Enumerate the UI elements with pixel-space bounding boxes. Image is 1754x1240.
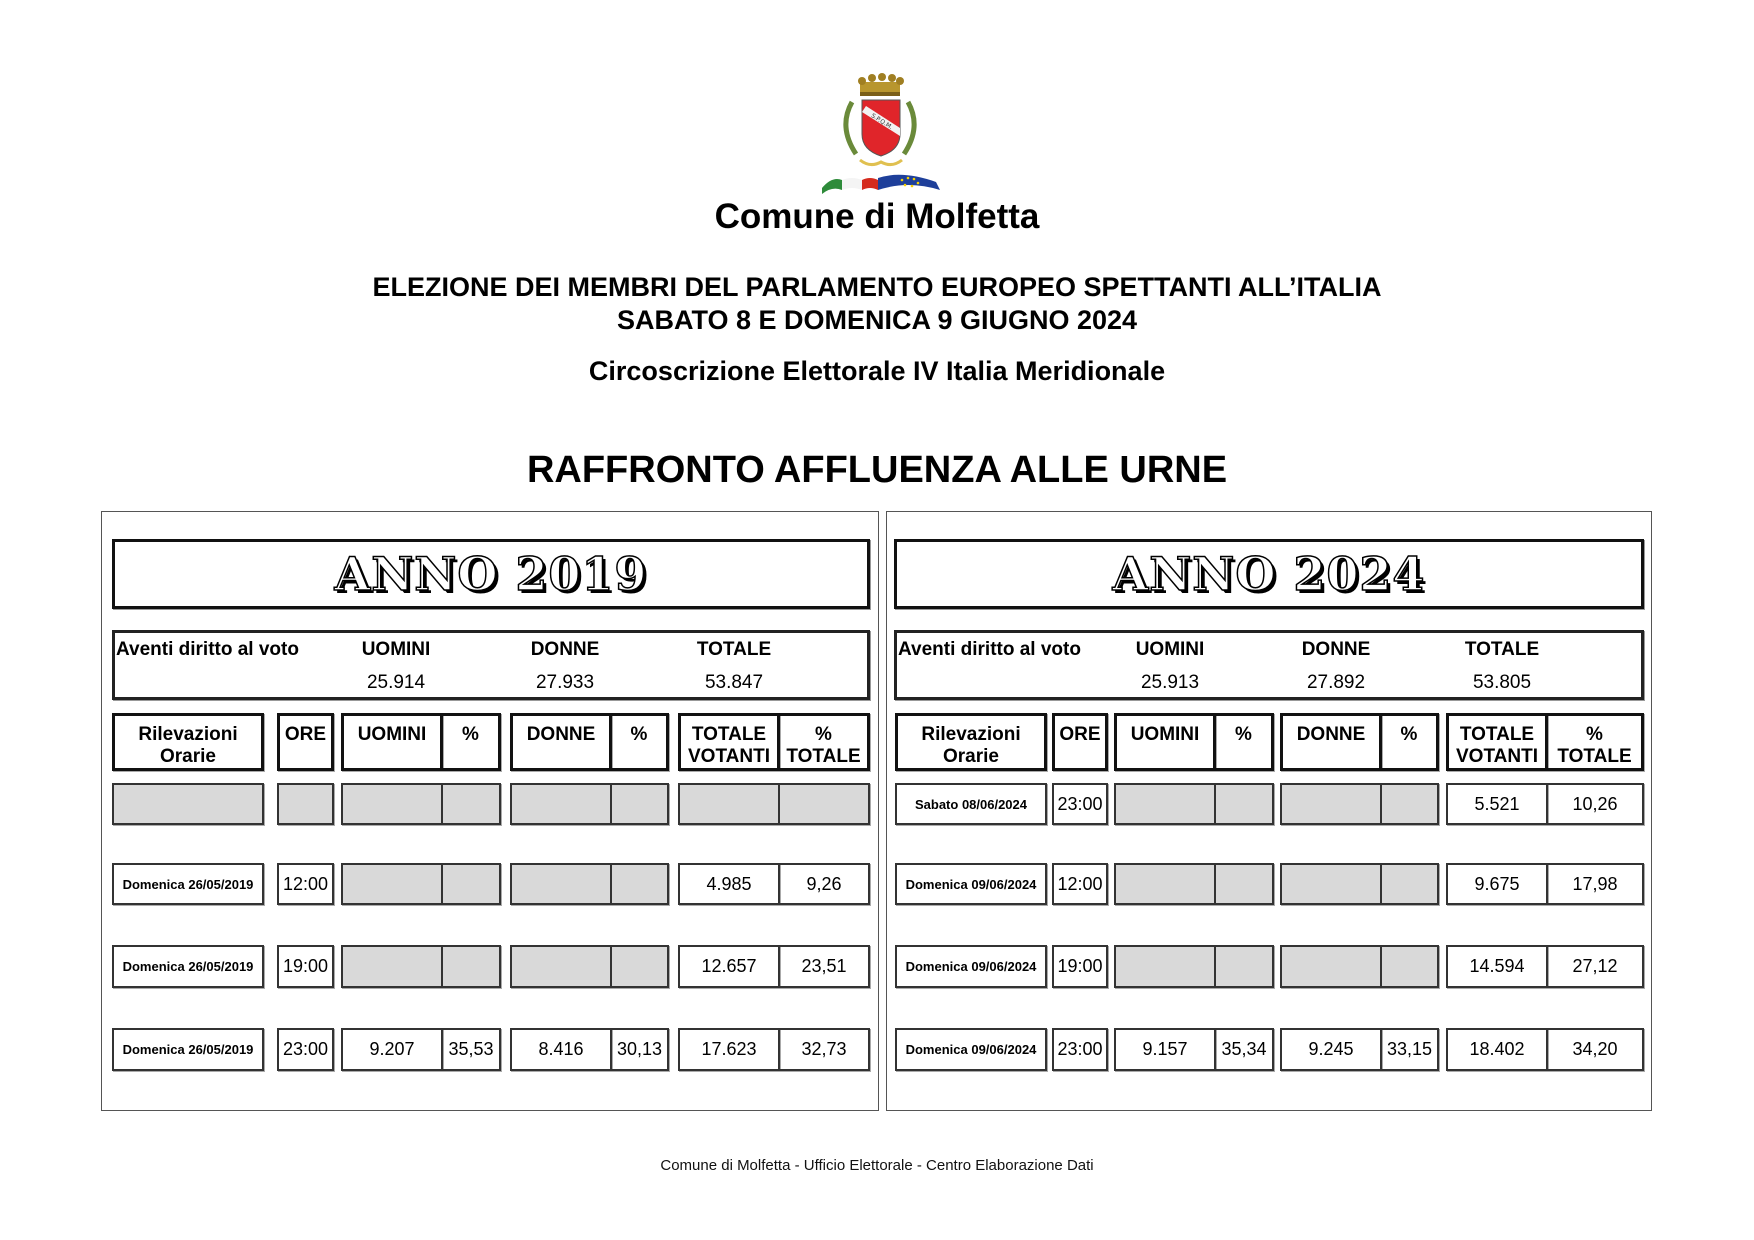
header-pct-totale-text	[1557, 724, 1631, 768]
row-men-pct	[1216, 863, 1274, 905]
eligible-total-value: 53.847	[704, 672, 764, 693]
eligible-men-header: UOMINI	[1135, 639, 1205, 660]
row-total-pct	[780, 783, 870, 825]
header-rilevazioni-line: Rilevazioni	[138, 724, 238, 745]
row-women: 9.245	[1280, 1028, 1382, 1071]
eligible-women-header: DONNE	[1301, 639, 1371, 660]
header-uomini-line: UOMINI	[1130, 724, 1200, 745]
row-total-voters	[678, 783, 780, 825]
year-title-box	[894, 539, 1644, 609]
row-women	[1280, 945, 1382, 988]
election-title-line1: ELEZIONE DEI MEMBRI DEL PARLAMENTO EUROPEO SPETTANTI ALL’ITALIA	[372, 272, 1382, 302]
election-title	[0, 271, 1754, 337]
header-donne-pct-line: %	[630, 724, 648, 745]
year-title: ANNO 2024	[1112, 547, 1426, 601]
row-total-pct: 34,20	[1548, 1028, 1644, 1071]
row-date: Domenica 26/05/2019	[112, 863, 264, 905]
eligible-men-header: UOMINI	[361, 639, 431, 660]
row-women	[510, 783, 612, 825]
header-donne-pct-text	[1401, 724, 1418, 746]
header-pct-totale	[1548, 713, 1644, 771]
row-men	[341, 783, 443, 825]
row-women	[1280, 783, 1382, 825]
row-men: 9.207	[341, 1028, 443, 1071]
header-ore-line: ORE	[284, 724, 327, 745]
header-uomini-pct-line: %	[462, 724, 479, 745]
italy-flag-icon	[822, 178, 878, 194]
eligible-total-header: TOTALE	[696, 639, 772, 660]
row-men	[1114, 945, 1216, 988]
header-ore	[277, 713, 334, 771]
header-totale-votanti-line: TOTALE	[1459, 724, 1535, 745]
header-rilevazioni-text	[921, 724, 1020, 768]
row-date: Domenica 09/06/2024	[895, 863, 1047, 905]
row-time: 23:00	[277, 1028, 334, 1071]
eu-flag-icon	[878, 175, 940, 190]
header-uomini-text	[1131, 724, 1200, 746]
eligible-women-value: 27.892	[1306, 672, 1366, 693]
row-total-pct: 9,26	[780, 863, 870, 905]
row-total-pct: 17,98	[1548, 863, 1644, 905]
header-totale-votanti-text	[1456, 724, 1538, 768]
row-time: 12:00	[277, 863, 334, 905]
header-totale-votanti	[678, 713, 780, 771]
eligible-voters-box	[112, 630, 870, 700]
row-men-pct: 35,53	[443, 1028, 501, 1071]
row-total-pct: 10,26	[1548, 783, 1644, 825]
row-women-pct	[612, 863, 669, 905]
row-women-pct	[1382, 783, 1439, 825]
row-total-voters: 14.594	[1446, 945, 1548, 988]
row-men-pct	[443, 945, 501, 988]
header-uomini	[1114, 713, 1216, 771]
header-pct-totale-text	[786, 724, 860, 768]
svg-text:S.P.Q.M.: S.P.Q.M.	[869, 112, 894, 132]
row-women-pct	[1382, 945, 1439, 988]
row-women-pct	[1382, 863, 1439, 905]
constituency-title: Circoscrizione Elettorale IV Italia Meridionale	[588, 356, 1166, 386]
report-title: RAFFRONTO AFFLUENZA ALLE URNE	[526, 449, 1228, 491]
row-total-voters: 9.675	[1446, 863, 1548, 905]
header-rilevazioni	[112, 713, 264, 771]
header-donne-text	[527, 724, 596, 746]
row-time: 23:00	[1052, 1028, 1108, 1071]
header-donne-pct-text	[631, 724, 648, 746]
header-totale-votanti-line: VOTANTI	[688, 746, 770, 767]
header-ore-line: ORE	[1059, 724, 1101, 745]
row-time: 23:00	[1052, 783, 1108, 825]
header-uomini-pct-text	[1235, 724, 1252, 746]
row-total-pct: 23,51	[780, 945, 870, 988]
header-totale-votanti-text	[688, 724, 770, 768]
row-men-pct	[443, 783, 501, 825]
crown-icon	[858, 73, 904, 96]
row-date: Domenica 09/06/2024	[895, 945, 1047, 988]
header-rilevazioni-line: Rilevazioni	[921, 724, 1021, 745]
shield-icon	[862, 100, 900, 156]
eligible-total-header: TOTALE	[1464, 639, 1540, 660]
header-rilevazioni	[895, 713, 1047, 771]
header-donne-line: DONNE	[1296, 724, 1366, 745]
eligible-women-header: DONNE	[530, 639, 600, 660]
row-time: 19:00	[277, 945, 334, 988]
row-women	[510, 945, 612, 988]
header-rilevazioni-line: Orarie	[160, 746, 216, 767]
header-ore	[1052, 713, 1108, 771]
row-women-pct: 30,13	[612, 1028, 669, 1071]
row-date: Domenica 26/05/2019	[112, 1028, 264, 1071]
row-women-pct	[612, 783, 669, 825]
row-total-voters: 18.402	[1446, 1028, 1548, 1071]
row-women	[1280, 863, 1382, 905]
eligible-voters-label: Aventi diritto al voto	[116, 639, 299, 660]
row-men	[1114, 863, 1216, 905]
row-time: 19:00	[1052, 945, 1108, 988]
header-uomini	[341, 713, 443, 771]
row-time	[277, 783, 334, 825]
header-donne	[1280, 713, 1382, 771]
header-rilevazioni-text	[138, 724, 237, 768]
row-total-pct: 27,12	[1548, 945, 1644, 988]
eligible-voters-label: Aventi diritto al voto	[898, 639, 1081, 660]
header-pct-totale-line: TOTALE	[1557, 746, 1632, 767]
header-uomini-pct	[443, 713, 501, 771]
header-uomini-text	[358, 724, 427, 746]
year-title-box	[112, 539, 870, 609]
header-donne	[510, 713, 612, 771]
row-total-pct: 32,73	[780, 1028, 870, 1071]
row-women: 8.416	[510, 1028, 612, 1071]
row-women-pct	[612, 945, 669, 988]
header-totale-votanti-line: TOTALE	[691, 724, 767, 745]
header-uomini-line: UOMINI	[357, 724, 427, 745]
row-men	[341, 945, 443, 988]
header-ore-text	[1059, 724, 1100, 746]
row-total-voters: 5.521	[1446, 783, 1548, 825]
header-donne-text	[1297, 724, 1366, 746]
row-time: 12:00	[1052, 863, 1108, 905]
eligible-total-value: 53.805	[1472, 672, 1532, 693]
row-date: Domenica 26/05/2019	[112, 945, 264, 988]
year-title: ANNO 2019	[334, 547, 648, 601]
row-men-pct: 35,34	[1216, 1028, 1274, 1071]
header-donne-pct-line: %	[1400, 724, 1418, 745]
row-men-pct	[443, 863, 501, 905]
election-title-line2: SABATO 8 E DOMENICA 9 GIUGNO 2024	[616, 305, 1138, 335]
row-total-voters: 12.657	[678, 945, 780, 988]
header-donne-line: DONNE	[526, 724, 596, 745]
row-women-pct: 33,15	[1382, 1028, 1439, 1071]
row-date	[112, 783, 264, 825]
eligible-voters-box	[894, 630, 1644, 700]
header-pct-totale-line: TOTALE	[786, 746, 861, 767]
header-donne-pct	[612, 713, 669, 771]
header-pct-totale-line: %	[815, 724, 832, 745]
row-total-voters: 4.985	[678, 863, 780, 905]
row-men-pct	[1216, 783, 1274, 825]
header-uomini-pct-line: %	[1235, 724, 1252, 745]
row-total-voters: 17.623	[678, 1028, 780, 1071]
header-donne-pct	[1382, 713, 1439, 771]
page-footer: Comune di Molfetta - Ufficio Elettorale - Centro Elaborazione Dati	[660, 1157, 1094, 1174]
header-pct-totale-line: %	[1586, 724, 1603, 745]
header-ore-text	[285, 724, 326, 746]
row-men	[341, 863, 443, 905]
row-date: Sabato 08/06/2024	[895, 783, 1047, 825]
row-women	[510, 863, 612, 905]
eligible-women-value: 27.933	[535, 672, 595, 693]
row-date: Domenica 09/06/2024	[895, 1028, 1047, 1071]
row-men: 9.157	[1114, 1028, 1216, 1071]
header-totale-votanti	[1446, 713, 1548, 771]
header-rilevazioni-line: Orarie	[943, 746, 999, 767]
eligible-men-value: 25.913	[1140, 672, 1200, 693]
header-totale-votanti-line: VOTANTI	[1456, 746, 1538, 767]
eligible-men-value: 25.914	[366, 672, 426, 693]
header-uomini-pct	[1216, 713, 1274, 771]
header-uomini-pct-text	[462, 724, 479, 746]
coat-of-arms-logo-icon	[812, 72, 948, 194]
row-men	[1114, 783, 1216, 825]
municipality-title: Comune di Molfetta	[714, 197, 1040, 236]
header-pct-totale	[780, 713, 870, 771]
row-men-pct	[1216, 945, 1274, 988]
